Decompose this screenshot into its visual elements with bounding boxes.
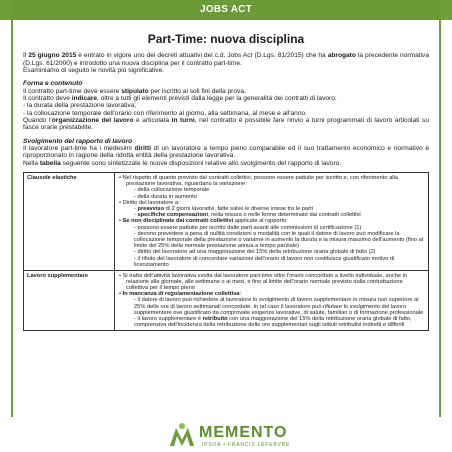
text-bold: In mancanza di regolamentazione collettiva <box>122 291 240 298</box>
memento-logo <box>168 420 298 450</box>
text-bold: preavviso <box>137 205 165 212</box>
memento-m-icon <box>168 422 196 448</box>
text-bold: Se non disciplinate dai contratti collettivi <box>122 218 234 225</box>
list-item: - la durata della prestazione lavorativa; <box>23 102 137 110</box>
abrogato-text: abrogato <box>327 52 356 60</box>
svolgimento-paragraph <box>23 145 429 167</box>
rules-table <box>23 172 429 331</box>
text: - <box>134 212 138 219</box>
text-bold: organizzazione del lavoro <box>51 117 134 125</box>
forma-paragraph <box>23 88 429 132</box>
text: Esaminiamo di seguito le novità più significative. <box>23 67 165 75</box>
logo-subtext: IPSOA • FRANCIS LEFEBVRE <box>202 442 291 448</box>
text: di 2 giorni lavorativi, fatte salve le diverse intese tra le parti <box>164 205 313 212</box>
text-bold: in turni <box>171 117 195 125</box>
list-item: • Si tratta dell'attività lavorativa svolta dal lavoratore part-time oltre l'orario concordato a livello individuale, anche in relazione alle giornate, alle settimane o ai mesi, e fino al limite dell'orario normale previsto dalla contrattazione collettiva per il tempo pieno <box>119 272 408 291</box>
header-brand: JOBS ACT <box>11 0 441 20</box>
list-item: • Nel rispetto di quanto previsto dai contratti collettivi, possono essere pattuite per iscritto e, con riferimento alla prestazione lavorativa, riguardano la variazione: <box>119 174 398 188</box>
date-text: 25 giugno 2015 <box>28 52 77 60</box>
table-row <box>24 173 429 271</box>
text: è articolata <box>133 117 172 125</box>
section-heading-forma: Forma e contenuto <box>23 80 83 88</box>
list-item: - il rifiuto del lavoratore di concordare variazioni dell'orario di lavoro non costituisce giustificato motivo di licenziamento <box>134 255 395 268</box>
text: • <box>119 218 123 225</box>
text: per iscritto ai soli fini della prova. <box>148 87 246 95</box>
text: Il contratto deve <box>23 95 72 103</box>
list-item: - della durata in aumento <box>134 193 197 200</box>
row-content <box>115 173 429 271</box>
text: seguente sono sintetizzate le nuove disposizioni relative allo svolgimento del rapporto di lavoro. <box>60 159 342 167</box>
text-bold: specifiche compensazioni <box>137 212 208 219</box>
list-item: - della collocazione temporale <box>134 187 210 194</box>
page-title: Part-Time: nuova disciplina <box>147 32 305 46</box>
text: Il lavoratore part-time ha i medesimi <box>23 145 135 153</box>
text-bold: diritti <box>134 145 152 153</box>
text: , nel contratto è possibile fare rinvio a turni programmati di lavoro articolati su fasce orarie prestabilite. <box>23 117 429 132</box>
text-bold: tabella <box>39 159 61 167</box>
text-bold: retribuito <box>202 316 228 323</box>
text: • <box>119 291 123 298</box>
list-item: - il datore di lavoro può richiedere al lavoratore lo svolgimento di lavoro supplementare in misura non superiore al 25% delle ore di lavoro settimanali concordate. In tal caso il lavoratore può rifiutare lo svolgimento del lavoro supplementare ove giustificato da comprovate esigenze lavorative, di salute, familiari o di formazione professionale <box>134 297 424 316</box>
text: - il lavoro supplementare è <box>134 316 203 323</box>
list-item <box>118 316 425 328</box>
list-item: - possono essere pattuite per iscritto dalle parti avanti alle commissioni di certificazione (1) <box>134 224 362 231</box>
text: , nella misura o nelle forme determinate dai contratti collettivi <box>207 212 361 219</box>
list-item: - devono prevedere a pena di nullità condizioni e modalità con le quali il datore di lavoro può modificare la collocazione temporale della prestazione o variarne in aumento la durata e la misura massimo dell'aumento (fino al limite del 25% della normale prestazione annua a tempo parziale) <box>134 230 424 250</box>
logo-text: MEMENTO <box>199 424 288 441</box>
text: Il <box>23 52 29 60</box>
text-bold: stipulato <box>121 87 149 95</box>
text: applicate al rapporto: <box>233 218 288 225</box>
row-label: Clausole elastiche <box>24 173 115 271</box>
text: , oltre a tutti gli elementi previsti dalla legge per la generalità dei contratti di lavoro: <box>97 95 337 103</box>
text: Il contratto part-time deve essere <box>23 87 122 95</box>
text-bold: indicare <box>71 95 98 103</box>
text: Quando l' <box>23 117 52 125</box>
text: Nella <box>23 159 40 167</box>
document-body <box>23 28 429 331</box>
intro-paragraph <box>23 52 429 74</box>
row-content <box>115 270 429 330</box>
text: con una maggiorazione del 15% della retribuzione oraria globale di fatto, comprensiva dell'incidenza della retribuzione delle ore supplementari sugli istituti retributivi indiretti e differiti <box>134 316 412 329</box>
table-row <box>24 270 429 330</box>
text: : <box>239 291 242 298</box>
list-item: - la collocazione temporale dell'orario con riferimento al giorno, alla settimana, al mese e all'anno. <box>23 109 307 117</box>
list-item: - diritto del lavoratore ad una maggiorazione del 15% della retribuzione oraria globale di fatto (2) <box>134 249 376 256</box>
row-label: Lavoro supplementare <box>24 270 115 330</box>
text: la precedente normativa (D.Lgs. 61/2000) e introdotto una nuova disciplina per il contratto part-time. <box>23 52 430 67</box>
text: - <box>134 205 138 212</box>
list-item: • Diritto del lavoratore a: <box>119 199 180 206</box>
text: è entrato in vigore uno dei decreti attuativi del c.d. Jobs Act (D.Lgs. 81/2015) che ha <box>76 52 328 60</box>
text: di un lavoratore a tempo pieno comparabile ed il suo trattamento economico e normativo è riproporzionato in ragione della ridotta entità della prestazione lavorativa. <box>23 145 430 160</box>
section-heading-svolgimento: Svolgimento del rapporto di lavoro <box>23 137 133 145</box>
